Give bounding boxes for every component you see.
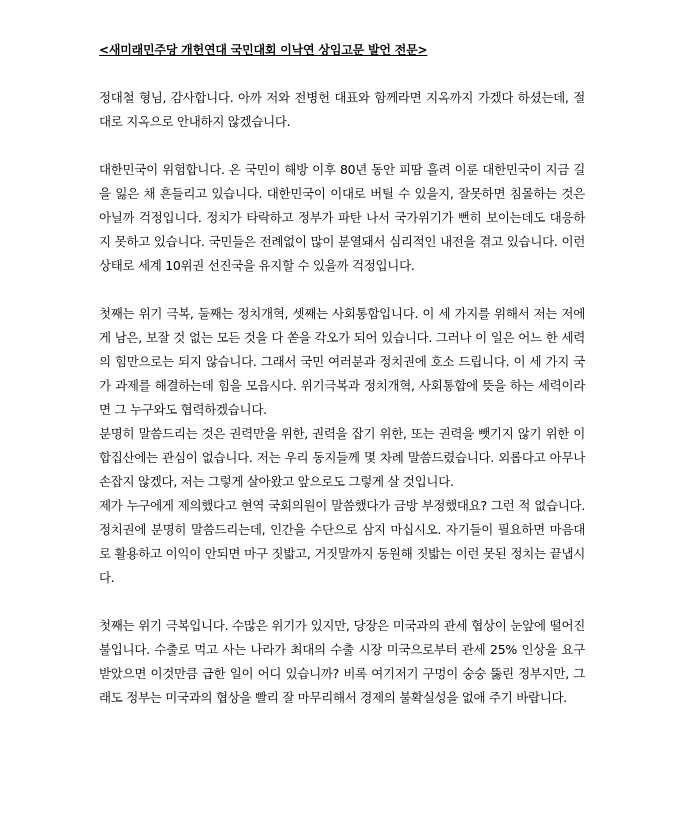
document-page — [99, 38, 585, 710]
document-title: <새미래민주당 개헌연대 국민대회 이낙연 상임고문 발언 전문> — [99, 43, 428, 57]
spacer — [99, 134, 585, 158]
paragraph-crisis: 대한민국이 위험합니다. 온 국민이 해방 이후 80년 동안 피땀 흘려 이룬 대한민국이 지금 길을 잃은 채 흔들리고 있습니다. 대한민국이 이대로 버틸 수 있을지, 잘못하면 침몰하는 것은 아닐까 걱정입니다. 정치가 타락하고 정부가 파탄 나서 국가위기가 뻔히 보이는데도 대응하지 못하고 있습니다. 국민들은 전례없이 많이 분열돼서 심리적인 내전을 겪고 있습니다. 이런 상태로 세계 10위권 선진국을 유지할 수 있을까 걱정입니다. — [99, 162, 585, 273]
spacer — [99, 278, 585, 302]
paragraph-proposal: 제가 누구에게 제의했다고 현역 국회의원이 말씀했다가 금방 부정했대요? 그런 적 없습니다. 정치권에 분명히 말씀드리는데, 인간을 수단으로 삼지 마십시오. 자기들이 필요하면 마음대로 활용하고 이익이 안되면 마구 짓밟고, 거짓말까지 동원해 짓밟는 이런 못된 정치는 끝냅시다. — [99, 498, 585, 585]
spacer — [99, 590, 585, 614]
paragraph-three-tasks: 첫째는 위기 극복, 둘째는 정치개혁, 셋째는 사회통합입니다. 이 세 가지를 위해서 저는 저에게 남은, 보잘 것 없는 모든 것을 다 쏟을 각오가 되어 있습니다. 그러나 이 일은 어느 한 세력의 힘만으로는 되지 않습니다. 그래서 국민 여러분과 정치권에 호소 드립니다. 이 세 가지 국가 과제를 해결하는데 힘을 모읍시다. 위기극복과 정치개혁, 사회통합에 뜻을 하는 세력이라면 그 누구와도 협력하겠습니다. — [99, 306, 585, 417]
paragraph-power: 분명히 말씀드리는 것은 권력만을 위한, 권력을 잡기 위한, 또는 권력을 뺏기지 않기 위한 이합집산에는 관심이 없습니다. 저는 우리 동지들께 몇 차례 말씀드렸습니다. 외롭다고 아무나 손잡지 않겠다, 저는 그렇게 살아왔고 앞으로도 그렇게 살 것입니다. — [99, 426, 585, 489]
paragraph-greeting: 정대철 형님, 감사합니다. 아까 저와 전병헌 대표와 함께라면 지옥까지 가겠다 하셨는데, 절대로 지옥으로 안내하지 않겠습니다. — [99, 90, 585, 129]
spacer — [99, 62, 585, 86]
paragraph-tariff: 첫째는 위기 극복입니다. 수많은 위기가 있지만, 당장은 미국과의 관세 협상이 눈앞에 떨어진 불입니다. 수출로 먹고 사는 나라가 최대의 수출 시장 미국으로부터 관세 25% 인상을 요구받았으면 이것만큼 급한 일이 어디 있습니까? 비록 여기저기 구멍이 숭숭 뚫린 정부지만, 그래도 정부는 미국과의 협상을 빨리 잘 마무리해서 경제의 불확실성을 없애 주기 바랍니다. — [99, 618, 585, 705]
